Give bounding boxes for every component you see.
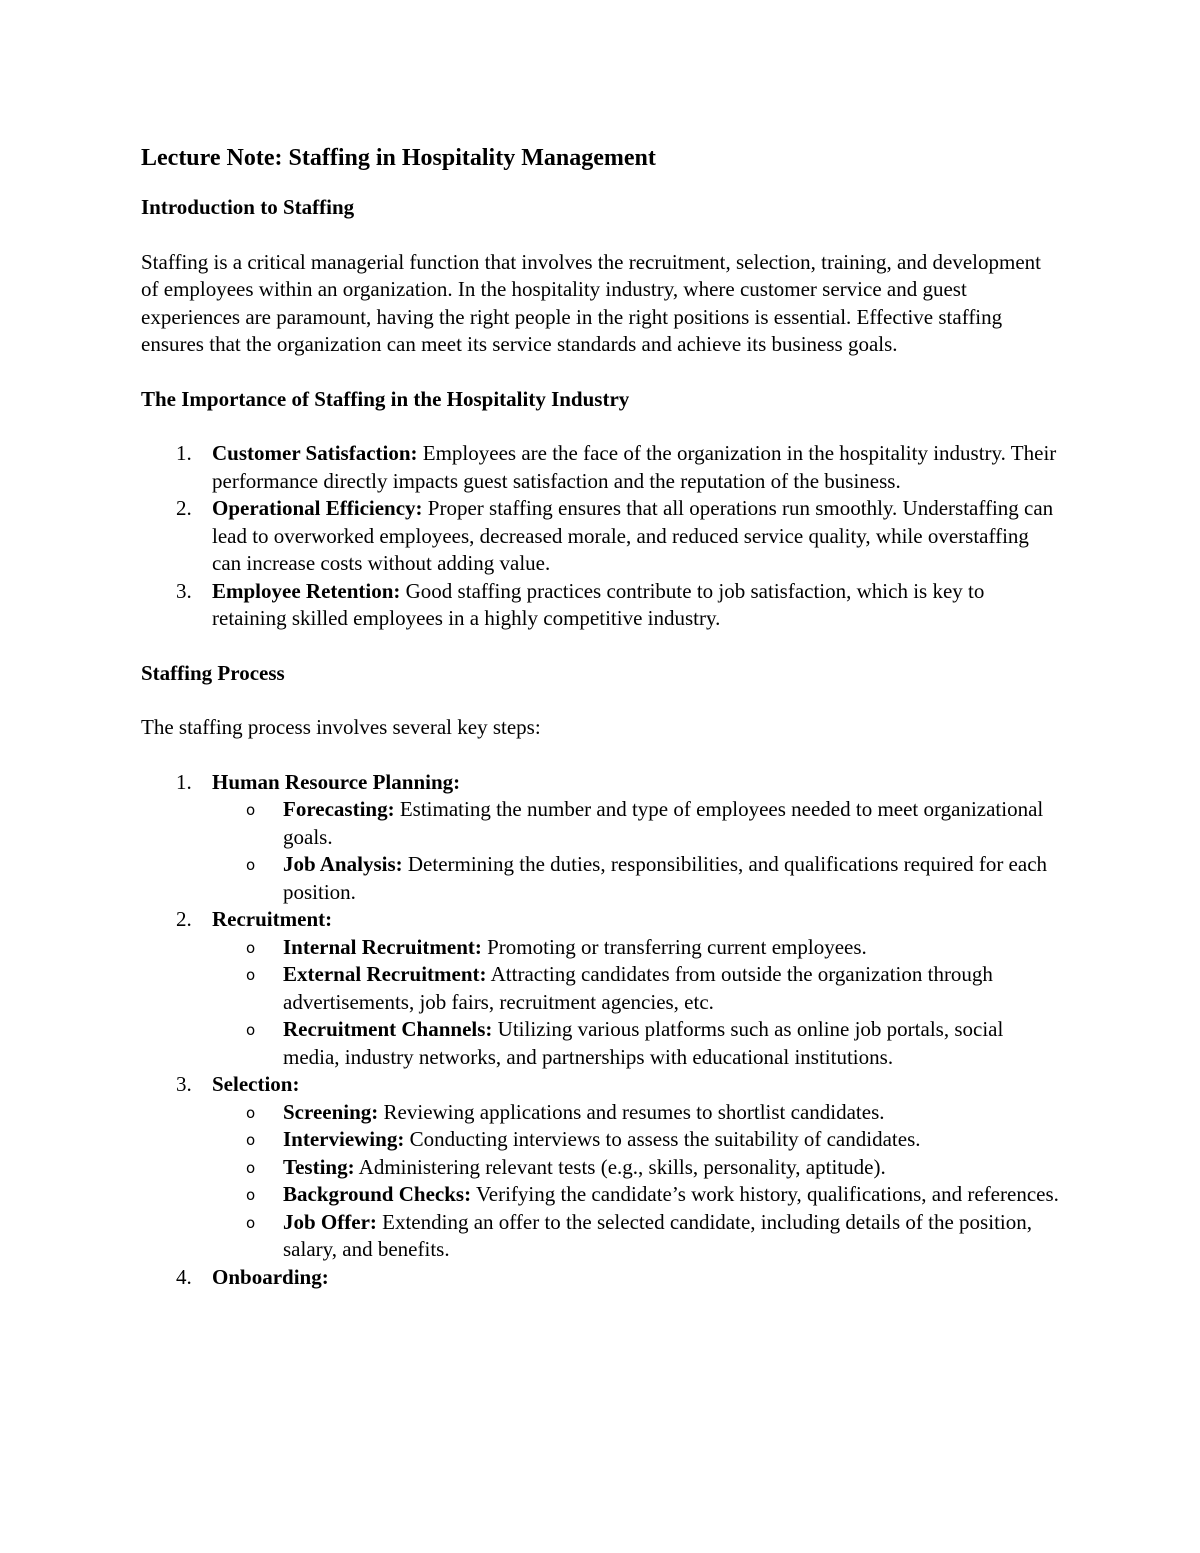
item-number: 3. [176,578,192,603]
sub-term: Job Offer: [283,1209,377,1234]
step-term: Selection: [212,1072,300,1096]
document-title: Lecture Note: Staffing in Hospitality Management [141,145,656,171]
item-term: Employee Retention: [212,578,401,603]
staffing-process-steps [141,769,1061,1292]
bullet-icon: o [246,1021,256,1039]
step-term: Human Resource Planning: [212,769,461,794]
sub-term: Interviewing: [283,1127,405,1151]
sub-item [212,934,1061,962]
sub-list [212,796,1061,906]
sub-text: Attracting candidates from outside the organization through advertisements, job fairs, recruitment agencies, etc. [283,962,993,1014]
sub-text: Verifying the candidate’s work history, qualifications, and references. [471,1182,1059,1206]
sub-text: Utilizing various platforms such as online job portals, social media, industry networks, and partnerships with educational institutions. [283,1017,1004,1069]
section-heading-staffing-process: Staffing Process [141,660,285,685]
sub-text: Estimating the number and type of employees needed to meet organizational goals. [283,797,1044,849]
item-text: Proper staffing ensures that all operations run smoothly. Understaffing can lead to overworked employees, decreased morale, and reduced service quality, while overstaffing can increase costs without adding value. [212,496,1054,575]
bullet-icon: o [246,1103,256,1122]
sub-item [212,1016,1061,1071]
sub-term: External Recruitment: [283,962,487,986]
sub-term: Recruitment Channels: [283,1017,493,1041]
sub-item [212,1154,1061,1182]
document-content [141,140,1061,1318]
sub-list [212,934,1061,1072]
sub-item [212,1099,1061,1127]
importance-item [141,495,1061,578]
bullet-icon: o [246,1131,256,1149]
sub-term: Job Analysis: [283,852,403,876]
sub-text: Administering relevant tests (e.g., skills, personality, aptitude). [354,1154,886,1179]
introduction-paragraph: Staffing is a critical managerial function that involves the recruitment, selection, training, and development of employees within an organization. In the hospitality industry, where customer service and guest experiences are paramount, having the right people in the right positions is essential. Effective staffing ensures that the organization can meet its service standards and achieve its business goals. [141,249,1041,356]
section-heading-introduction: Introduction to Staffing [141,195,355,219]
sub-text: Conducting interviews to assess the suitability of candidates. [404,1127,921,1151]
sub-term: Background Checks: [283,1182,472,1206]
bullet-icon: o [246,966,256,984]
sub-term: Testing: [283,1154,355,1179]
bullet-icon: o [246,801,256,819]
item-text: Employees are the face of the organization in the hospitality industry. Their performance directly impacts guest satisfaction and the reputation of the business. [212,441,1057,493]
step-number: 4. [176,1264,192,1289]
process-step [141,769,1061,907]
sub-text: Determining the duties, responsibilities, and qualifications required for each position. [283,852,1048,904]
step-number: 2. [176,907,192,931]
bullet-icon: o [246,1186,256,1204]
process-step [141,1071,1061,1264]
bullet-icon: o [246,938,256,957]
step-term: Onboarding: [212,1264,329,1289]
staffing-process-intro: The staffing process involves several key steps: [141,715,541,739]
importance-item [141,578,1061,633]
sub-term: Screening: [283,1099,379,1124]
item-text: Good staffing practices contribute to job satisfaction, which is key to retaining skilled employees in a highly competitive industry. [212,578,985,630]
importance-list [141,440,1061,633]
bullet-icon: o [246,1213,256,1232]
sub-list [212,1099,1061,1264]
item-number: 1. [176,441,192,465]
importance-item [141,440,1061,495]
section-heading-importance: The Importance of Staffing in the Hospitality Industry [141,386,630,411]
sub-term: Internal Recruitment: [283,934,482,959]
sub-text: Promoting or transferring current employees. [481,934,867,959]
sub-term: Forecasting: [283,797,395,821]
item-term: Operational Efficiency: [212,496,423,520]
sub-item [212,961,1061,1016]
step-term: Recruitment: [212,907,333,931]
bullet-icon: o [246,856,256,874]
sub-item [212,1126,1061,1154]
sub-text: Reviewing applications and resumes to shortlist candidates. [378,1099,885,1124]
sub-item [212,1209,1061,1264]
sub-item [212,851,1061,906]
sub-text: Extending an offer to the selected candidate, including details of the position, salary, and benefits. [283,1209,1032,1261]
sub-item [212,1181,1061,1209]
step-number: 3. [176,1072,192,1096]
sub-item [212,796,1061,851]
process-step [141,1264,1061,1292]
item-term: Customer Satisfaction: [212,441,418,465]
item-number: 2. [176,496,192,520]
step-number: 1. [176,769,192,794]
process-step [141,906,1061,1071]
bullet-icon: o [246,1158,256,1177]
